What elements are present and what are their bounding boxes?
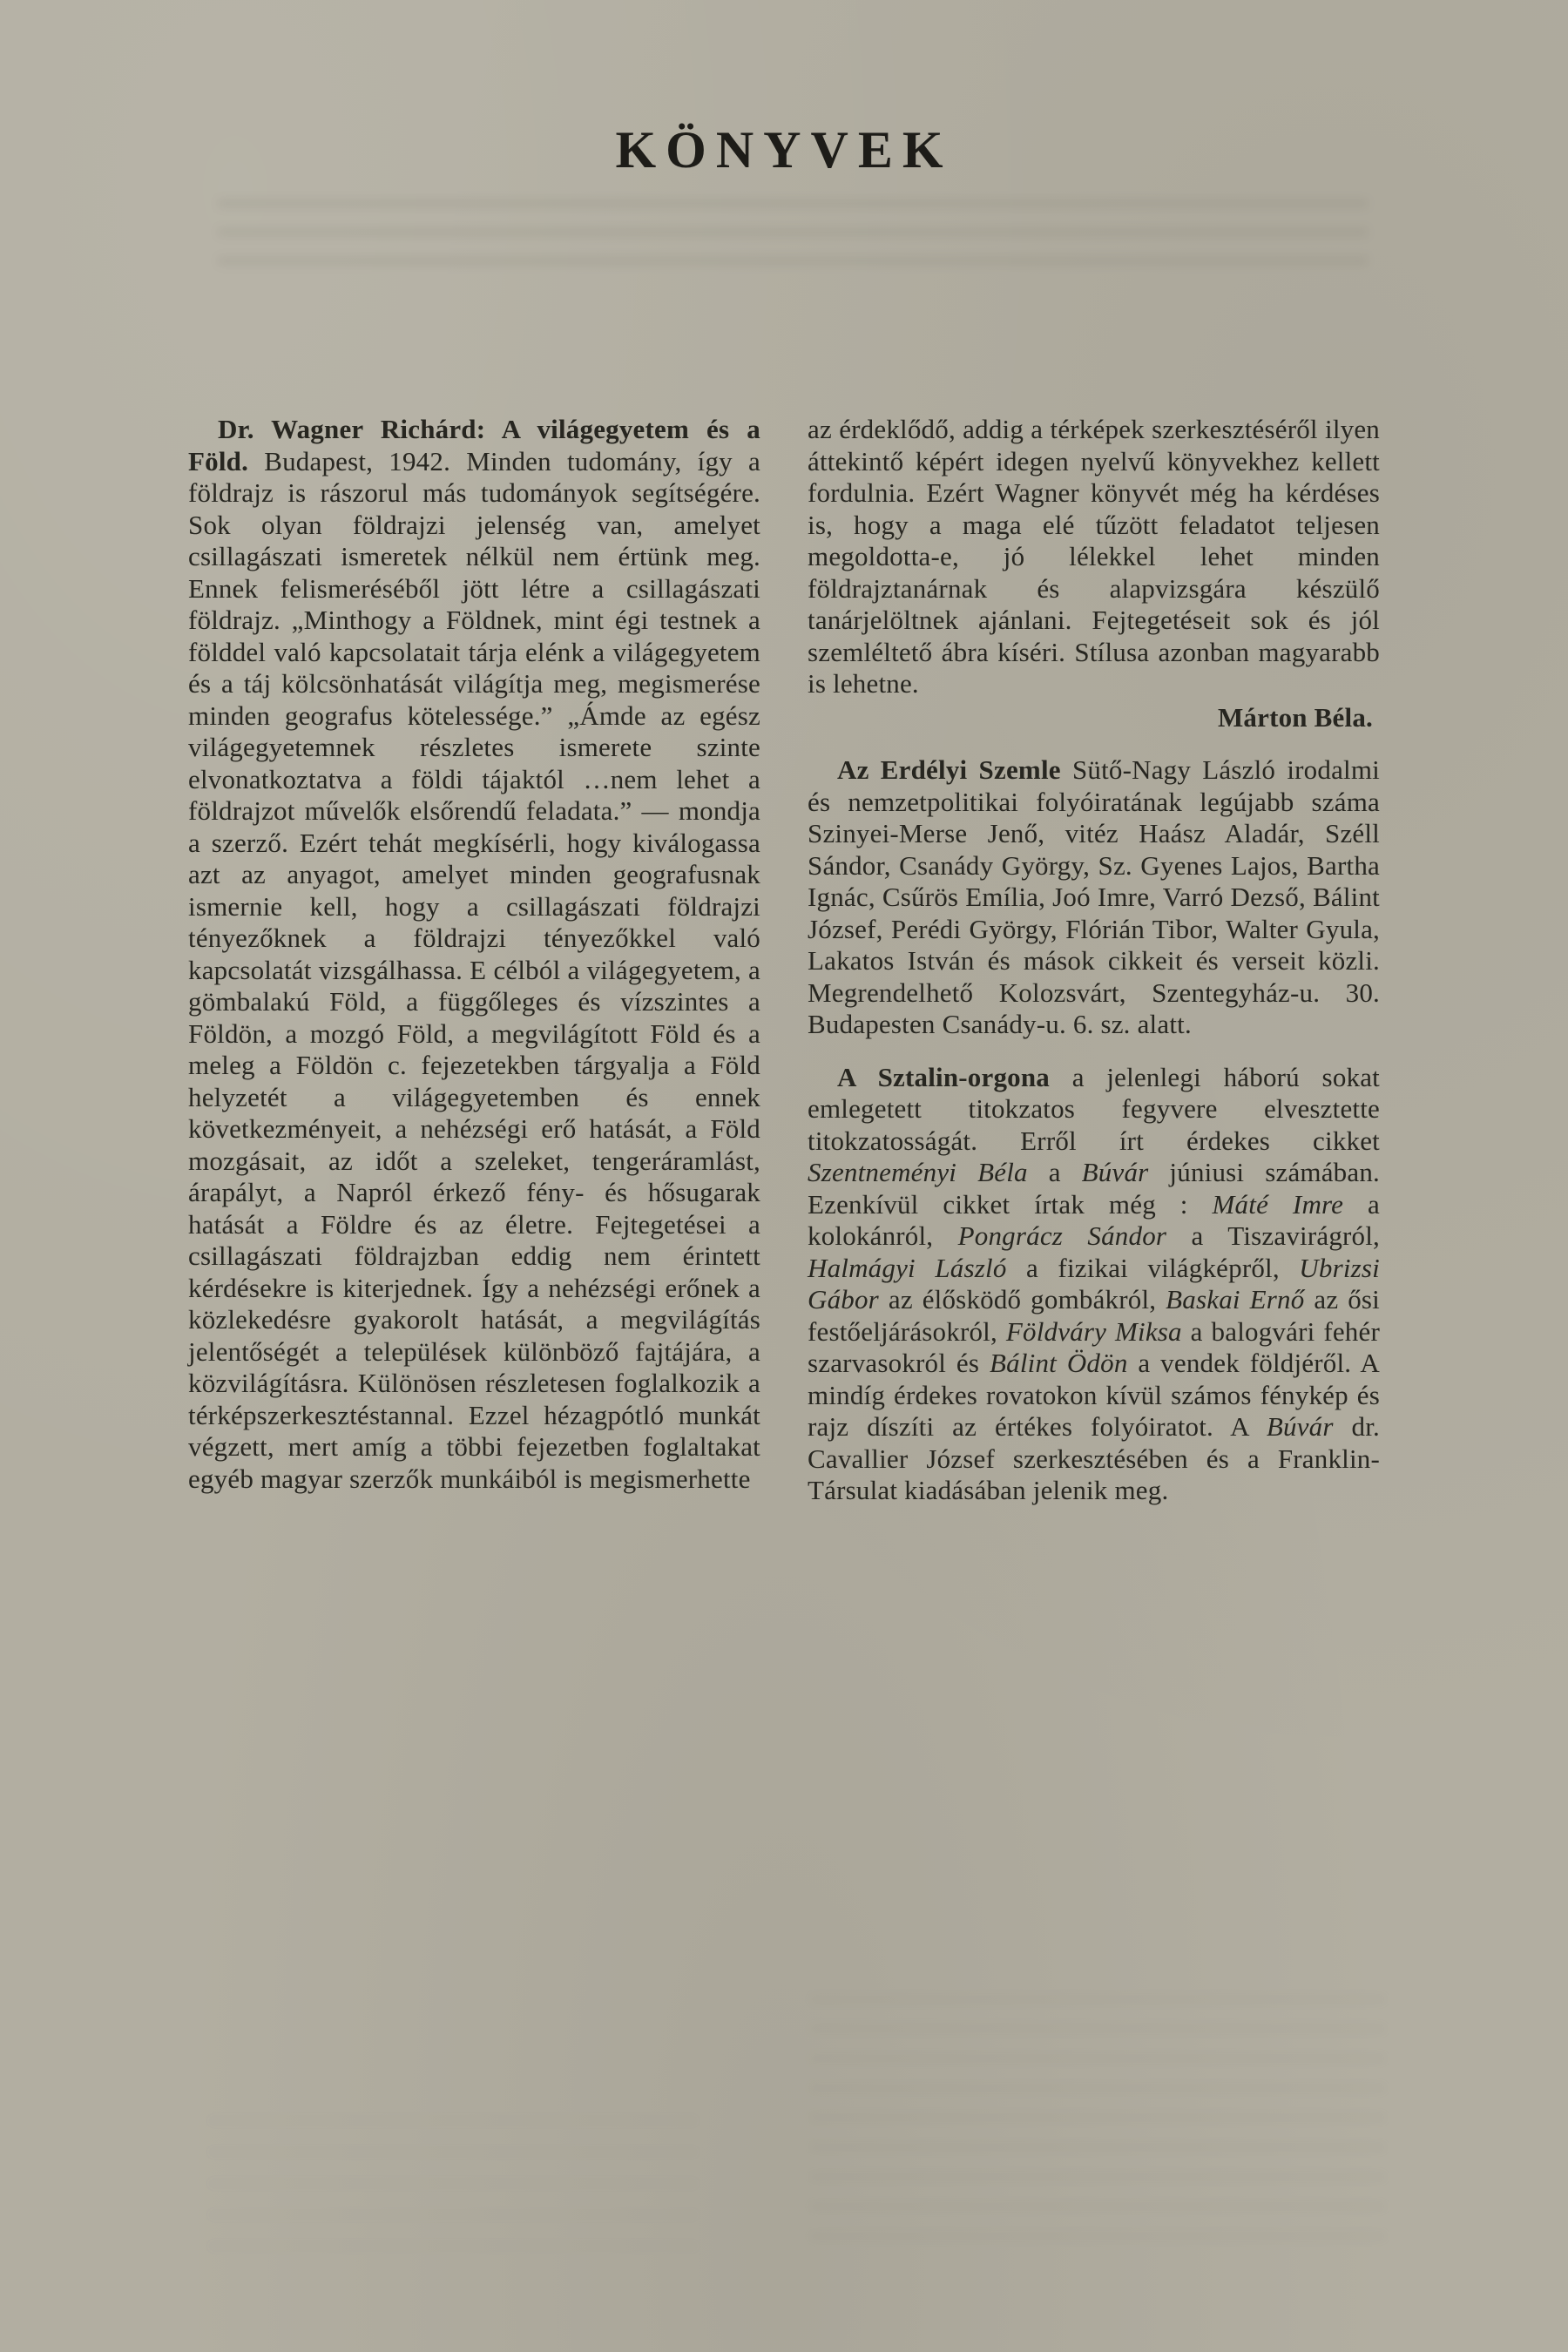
- note-erdelyi-szemle: [808, 754, 1380, 1041]
- text-run: Ubrizsi Gábor: [808, 1252, 1380, 1315]
- text-run: Pongrácz Sándor: [957, 1220, 1167, 1251]
- left-column: [188, 414, 760, 1507]
- text-run: Sütő-Nagy László irodalmi és nemzetpolitikai folyóiratának legújabb száma Szinyei-Merse Jenő, vitéz Haász Aladár, Széll Sándor, Csanády György, Sz. Gyenes Lajos, Bartha Ignác, Csűrös Emília, Joó Imre, Varró Dezső, Bálint József, Perédi György, Flórián Tibor, Walter Gyula, Lakatos István és mások cikkeit és verseit közli. Megrendelhető Kolozsvárt, Szentegyház-u. 30. Budapesten Csanády-u. 6. sz. alatt.: [808, 754, 1380, 1039]
- text-run: A Sztalin-orgona: [837, 1061, 1050, 1092]
- text-run: Budapest, 1942. Minden tudomány, így a földrajz is rászorul más tudományok segítségére. Sok olyan földrajzi jelenség van, amelyet csillagászati ismeretek nélkül nem értünk meg. Ennek felismeréséből jött létre a csillagászati földrajz. „Minthogy a Földnek, mint égi testnek a földdel való kapcsolatait tárja elénk a világegyetem és a táj kölcsönhatását világítja meg, megismerése minden geografus kötelessége.” „Ámde az egész világegyetemnek részletes ismerete szinte elvonatkoztatva a földi tájaktól …nem lehet a földrajzot művelők elsőrendű feladata.” — mondja a szerző. Ezért tehát megkísérli, hogy kiválogassa azt az anyagot, amelyet minden geografusnak ismernie kell, hogy a csillagászati földrajzi tényezőknek a földrajzi tényezőkkel való kapcsolatát vizsgálhassa. E célból a világegyetem, a gömbalakú Föld, a függőleges és vízszintes a Földön, a mozgó Föld, a megvilágított Föld és a meleg a Földön c. fejezetekben tárgyalja a Föld helyzetét a világegyetemben és ennek következményeit, a nehézségi erő hatását, a Föld mozgásait, az időt a szeleket, tengeráramlást, árapályt, a Napról érkező fény- és hősugarak hatását a Földre és az életre. Fejtegetései a csillagászati földrajzban eddig nem érintett kérdésekre is kiterjednek. Így a nehézségi erőnek a közlekedésre gyakorolt hatását, a megvilágítás jelentőségét a települések különböző fajtájára, a közvilágításra. Különösen részletesen foglalkozik a térképszerkesztéstannal. Ezzel hézagpótló munkát végzett, mert amíg a többi fejezetben foglaltakat egyéb magyar szerzők munkáiból is megismerhette: [188, 445, 760, 1494]
- text-run: a balogvári fehér szarvasokról és: [808, 1315, 1380, 1378]
- text-run: Búvár: [1081, 1157, 1149, 1187]
- right-column: [808, 414, 1380, 1507]
- text-run: Dr. Wagner Richárd: A világegyetem és a Föld.: [188, 414, 760, 476]
- page-title: KÖNYVEK: [615, 121, 953, 179]
- text-run: a fizikai világképről,: [1006, 1252, 1300, 1283]
- signature-marton-bela: [808, 702, 1380, 734]
- text-columns: [188, 414, 1380, 1507]
- text-run: az érdeklődő, addig a térképek szerkesztéséről ilyen áttekintő képért idegen nyelvű könyvekhez kellett fordulnia. Ezért Wagner könyvét még ha kérdéses is, hogy a maga elé tűzött feladatot teljesen megoldotta-e, jó lélekkel lehet minden földrajztanárnak és alapvizsgára készülő tanárjelöltnek ajánlani. Fejtegetéseit sok és jól szemléltető ábra kíséri. Stílusa azonban magyarabb is lehetne.: [808, 414, 1380, 699]
- note-sztalin-orgona: [808, 1062, 1380, 1507]
- review-wagner-continuation: [808, 414, 1380, 700]
- text-run: az ősi festőeljárásokról,: [808, 1284, 1380, 1347]
- text-run: Márton Béla.: [1217, 701, 1373, 733]
- text-run: Baskai Ernő: [1166, 1284, 1305, 1315]
- text-run: a jelenlegi háború sokat emlegetett titokzatos fegyvere elvesztette titokzatosságát. Erről írt érdekes cikket: [808, 1061, 1380, 1156]
- text-run: Bálint Ödön: [990, 1348, 1128, 1378]
- text-run: a: [1027, 1157, 1082, 1187]
- text-run: Az Erdélyi Szemle: [837, 754, 1061, 785]
- text-run: a Tiszavirágról,: [1166, 1220, 1380, 1251]
- text-run: a vendek földjéről. A mindíg érdekes rovatokon kívül számos fénykép és rajz díszíti az értékes folyóiratot. A: [808, 1348, 1380, 1442]
- review-wagner-vilagegyetem: [188, 414, 760, 1495]
- text-run: Búvár: [1266, 1411, 1334, 1442]
- text-run: az élősködő gombákról,: [878, 1284, 1166, 1315]
- text-run: a kolokánról,: [808, 1188, 1380, 1251]
- text-run: Halmágyi László: [808, 1252, 1007, 1283]
- page-bleedthrough-artifact: [810, 1995, 1385, 2256]
- text-run: Földváry Miksa: [1005, 1315, 1182, 1347]
- text-run: júniusi számában. Ezenkívül cikket írtak még :: [808, 1157, 1380, 1220]
- text-run: Szentneményi Béla: [808, 1157, 1028, 1187]
- text-run: Máté Imre: [1212, 1188, 1344, 1220]
- text-run: dr. Cavallier József szerkesztésében és a Franklin-Társulat kiadásában jelenik meg.: [808, 1411, 1380, 1505]
- page-bleedthrough-artifact: [209, 2117, 697, 2256]
- page-bleedthrough-artifact: [218, 199, 1368, 279]
